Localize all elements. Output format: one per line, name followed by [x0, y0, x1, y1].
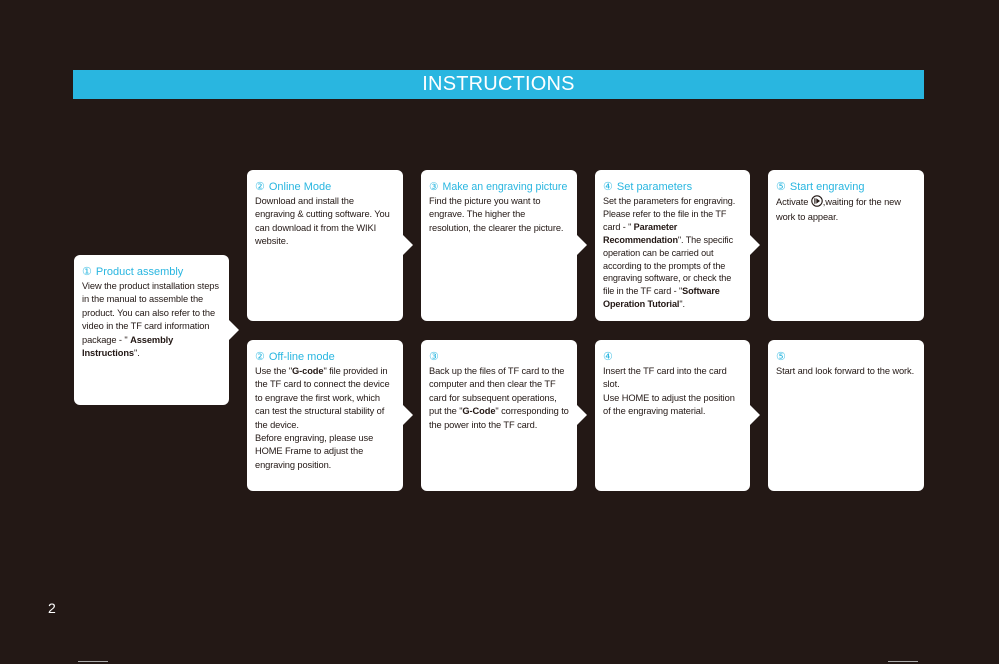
card-title: ⑤	[776, 351, 786, 363]
card-title: ① Product assembly	[82, 266, 184, 278]
page-number: 2	[48, 600, 56, 616]
arrow-icon	[750, 405, 760, 425]
card-body: Back up the files of TF card to the computer and then clear the TF card for subsequent operations, put the "G-Code" corresponding to the power into the TF card.	[429, 366, 569, 430]
card-body: View the product installation steps in the manual to assemble the product. You can also refer to the video in the TF card information package - " Assembly Instructions".	[82, 281, 219, 359]
card-set-parameters	[595, 170, 750, 321]
crop-mark	[888, 661, 918, 662]
card-body: Insert the TF card into the card slot. Use HOME to adjust the position of the engraving material.	[603, 366, 735, 417]
arrow-icon	[403, 235, 413, 255]
card-title: ④	[603, 351, 613, 363]
instructions-banner	[73, 70, 924, 99]
card-make-picture	[421, 170, 577, 321]
card-body: Activate ,waiting for the new work to appear.	[776, 197, 901, 223]
card-offline-step5	[768, 340, 924, 491]
card-start-engraving	[768, 170, 924, 321]
card-title: ④ Set parameters	[603, 181, 693, 193]
arrow-icon	[403, 405, 413, 425]
card-online-mode	[247, 170, 403, 321]
card-body: Use the "G-code" file provided in the TF card to connect the device to engrave the first work, which can test the structural stability of the device. Before engraving, please use HOME Frame to adjust the engraving position.	[255, 366, 390, 470]
crop-mark	[78, 661, 108, 662]
card-body: Download and install the engraving & cutting software. You can download it from the WIKI website.	[255, 196, 390, 247]
card-offline-step3	[421, 340, 577, 491]
page-title: INSTRUCTIONS	[422, 73, 575, 95]
card-body: Start and look forward to the work.	[776, 366, 915, 376]
arrow-icon	[229, 320, 239, 340]
card-title: ② Online Mode	[255, 181, 332, 193]
card-body: Set the parameters for engraving. Please refer to the file in the TF card - " Parameter Recommendation". The specific operation can be carried out according to the prompts of the engraving software, or check the file in the TF card - "Software Operation Tutorial".	[603, 196, 736, 310]
card-product-assembly	[74, 255, 229, 405]
card-offline-mode	[247, 340, 403, 491]
card-title: ③ Make an engraving picture	[429, 181, 568, 193]
card-title: ② Off-line mode	[255, 351, 335, 363]
play-icon	[811, 195, 823, 211]
arrow-icon	[750, 235, 760, 255]
arrow-icon	[577, 235, 587, 255]
card-title: ⑤ Start engraving	[776, 181, 865, 193]
card-body: Find the picture you want to engrave. The higher the resolution, the clearer the picture.	[429, 196, 564, 233]
card-title: ③	[429, 351, 439, 363]
card-offline-step4	[595, 340, 750, 491]
arrow-icon	[577, 405, 587, 425]
